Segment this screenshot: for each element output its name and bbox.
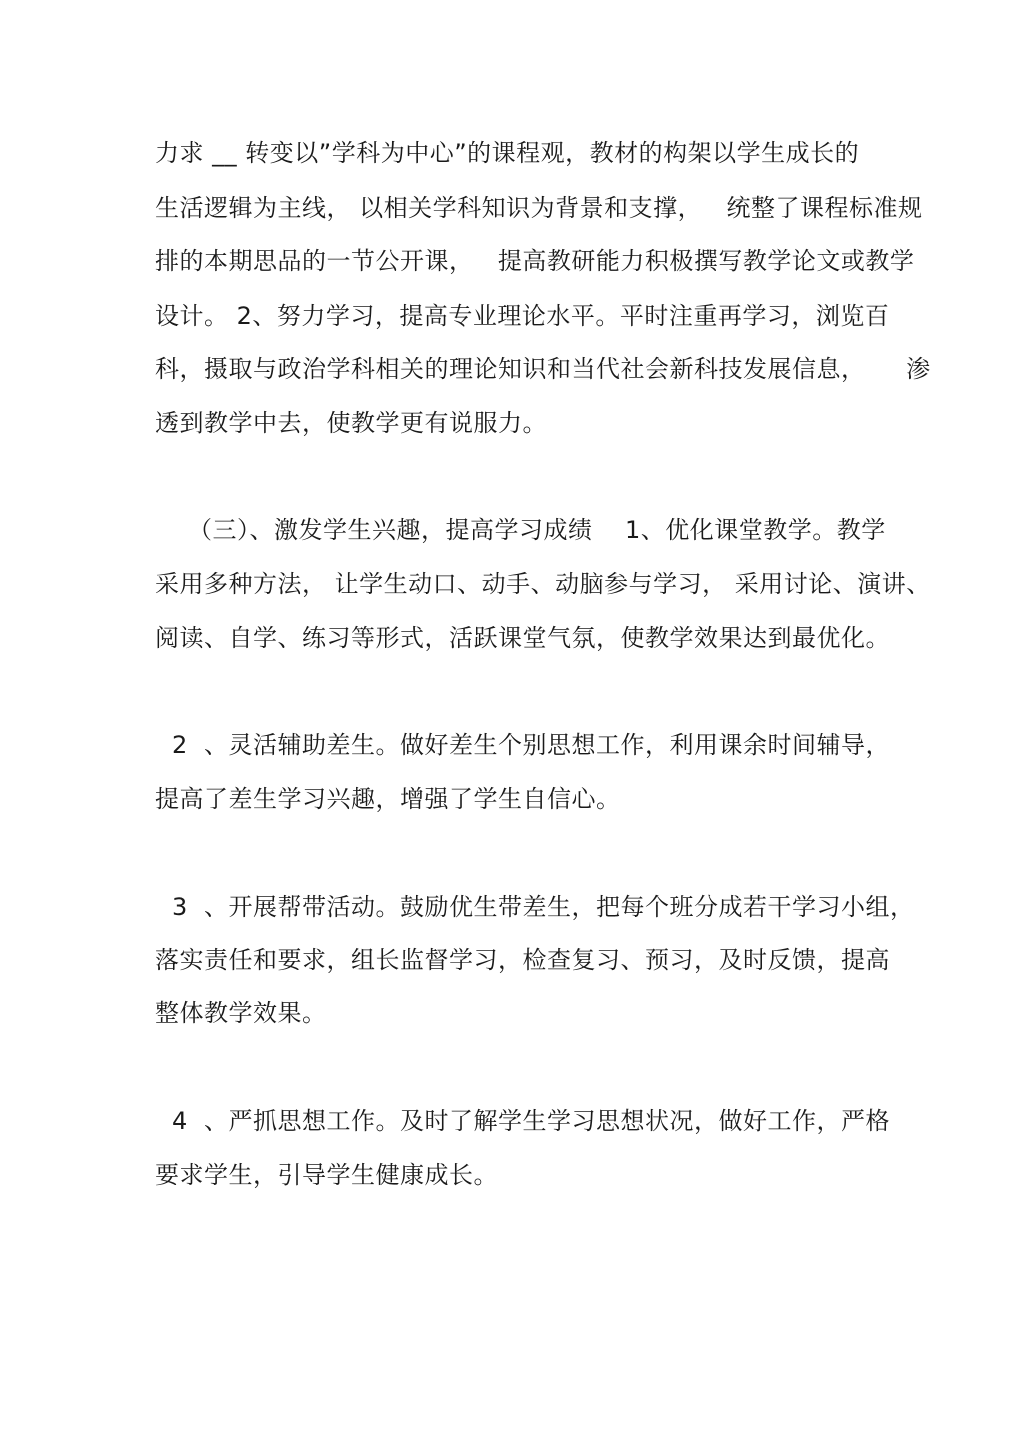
text-line: 透到教学中去，使教学更有说服力。 [155, 409, 547, 437]
text-line: （三）、激发学生兴趣，提高学习成绩 1、优化课堂教学。教学 [188, 516, 886, 544]
text-line: 3 、开展帮带活动。鼓励优生带差生，把每个班分成若干学习小组， [172, 893, 915, 921]
text-line: 排的本期思品的一节公开课， 提高教研能力积极撰写教学论文或教学 [155, 247, 915, 275]
text-line: 科，摄取与政治学科相关的理论知识和当代社会新科技发展信息， 渗 [155, 355, 931, 383]
text-line: 提高了差生学习兴趣，增强了学生自信心。 [155, 785, 621, 813]
text-line: 整体教学效果。 [155, 999, 327, 1027]
text-line: 阅读、自学、练习等形式，活跃课堂气氛，使教学效果达到最优化。 [155, 624, 890, 652]
text-line: 4 、严抓思想工作。及时了解学生学习思想状况，做好工作，严格 [172, 1107, 891, 1135]
text-line: 落实责任和要求，组长监督学习，检查复习、预习，及时反馈，提高 [155, 946, 890, 974]
text-line: 2 、灵活辅助差生。做好差生个别思想工作，利用课余时间辅导， [172, 731, 891, 759]
text-line: 设计。 2、努力学习，提高专业理论水平。平时注重再学习，浏览百 [155, 302, 890, 330]
text-line: 要求学生，引导学生健康成长。 [155, 1161, 498, 1189]
text-line: 生活逻辑为主线， 以相关学科知识为背景和支撑， 统整了课程标准规 [155, 194, 923, 222]
text-line: 采用多种方法， 让学生动口、动手、动脑参与学习， 采用讨论、演讲、 [155, 570, 931, 598]
text-line: 力求 __ 转变以”学科为中心”的课程观，教材的构架以学生成长的 [155, 139, 860, 167]
